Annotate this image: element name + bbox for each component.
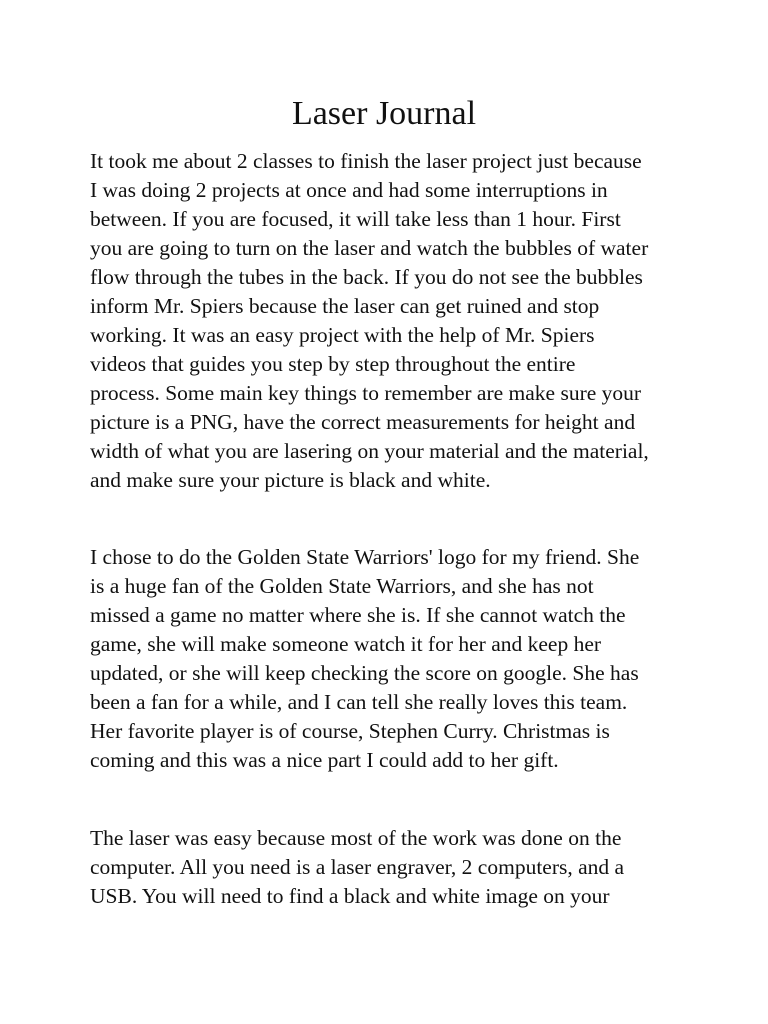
paragraph-line: videos that guides you step by step throughout the entire [90, 352, 576, 376]
paragraph-line: computer. All you need is a laser engraver, 2 computers, and a [90, 855, 625, 879]
paragraph-line: It took me about 2 classes to finish the laser project just because [90, 149, 642, 173]
paragraph-line: you are going to turn on the laser and watch the bubbles of water [90, 236, 649, 260]
paragraph-line: inform Mr. Spiers because the laser can get ruined and stop [90, 294, 600, 318]
page-title: Laser Journal [291, 95, 477, 132]
paragraph-line: coming and this was a nice part I could add to her gift. [90, 748, 559, 772]
paragraph-laser-process [90, 147, 690, 495]
paragraph-line: I chose to do the Golden State Warriors' logo for my friend. She [90, 545, 640, 569]
paragraph-line: flow through the tubes in the back. If you do not see the bubbles [90, 265, 643, 289]
paragraph-line: missed a game no matter where she is. If she cannot watch the [90, 603, 626, 627]
paragraph-line: process. Some main key things to remember are make sure your [90, 381, 642, 405]
paragraph-line: USB. You will need to find a black and white image on your [90, 884, 610, 908]
paragraph-line: Her favorite player is of course, Stephen Curry. Christmas is [90, 719, 610, 743]
paragraph-line: picture is a PNG, have the correct measurements for height and [90, 410, 636, 434]
paragraph-line: is a huge fan of the Golden State Warriors, and she has not [90, 574, 594, 598]
paragraph-line: been a fan for a while, and I can tell she really loves this team. [90, 690, 628, 714]
paragraph-line: game, she will make someone watch it for her and keep her [90, 632, 602, 656]
paragraph-line: between. If you are focused, it will take less than 1 hour. First [90, 207, 621, 231]
paragraph-logo-choice [90, 543, 690, 775]
paragraph-line: I was doing 2 projects at once and had some interruptions in [90, 178, 608, 202]
paragraph-laser-equipment [90, 824, 690, 911]
paragraph-line: and make sure your picture is black and white. [90, 468, 491, 492]
paragraph-line: updated, or she will keep checking the score on google. She has [90, 661, 639, 685]
paragraph-line: working. It was an easy project with the help of Mr. Spiers [90, 323, 595, 347]
paragraph-line: width of what you are lasering on your material and the material, [90, 439, 649, 463]
paragraph-line: The laser was easy because most of the work was done on the [90, 826, 622, 850]
